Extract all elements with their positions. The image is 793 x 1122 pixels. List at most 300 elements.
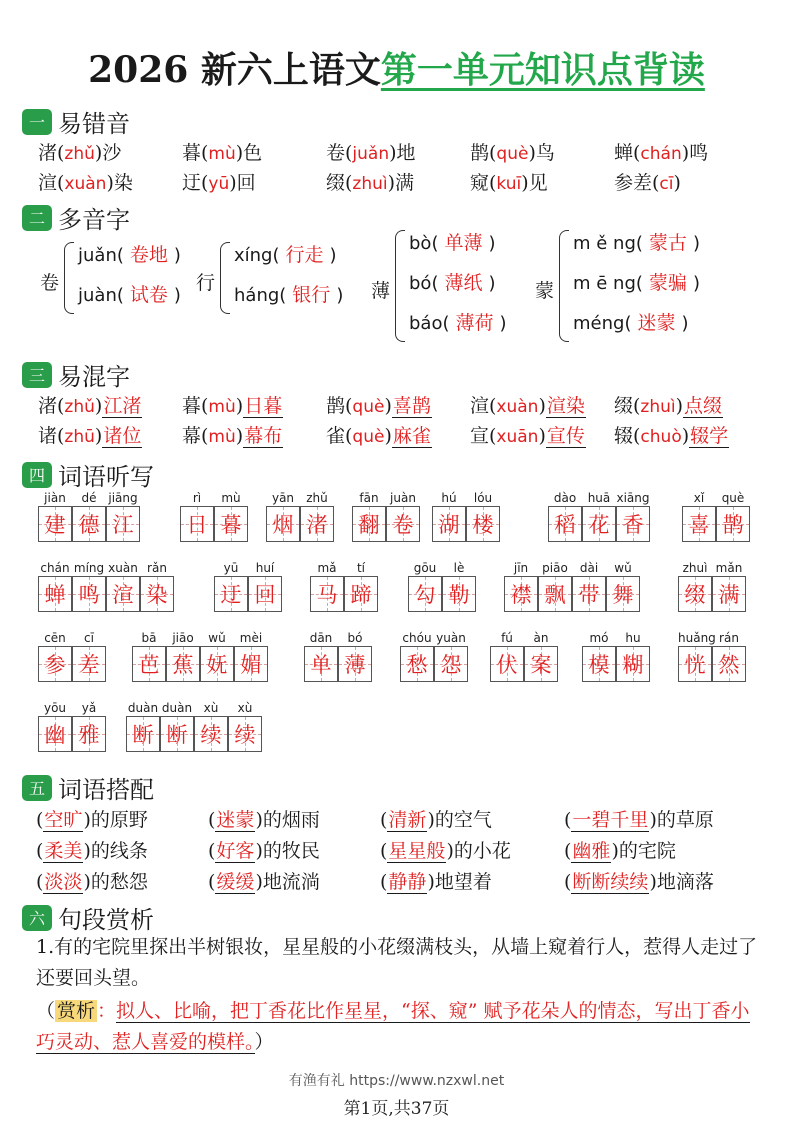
polyphone-brace [395, 230, 405, 342]
analysis-colon: ： [97, 1000, 117, 1022]
collocation-item [208, 867, 380, 894]
confuse-pinyin: què [352, 426, 385, 447]
dictation-cell [194, 700, 228, 752]
dictation-char: 妩 [206, 653, 228, 677]
polyphone-char: 薄 [371, 280, 391, 302]
confuse-item [38, 391, 182, 418]
dictation-box [504, 576, 538, 612]
polyphone-pinyin: méng( [573, 313, 632, 334]
dictation-box [678, 646, 712, 682]
dictation-cell [126, 700, 160, 752]
dictation-word [352, 490, 420, 542]
dictation-pinyin: cēn [44, 631, 66, 645]
collocation-word: 好客 [216, 840, 255, 862]
dictation-cell [228, 700, 262, 752]
dictation-char: 鸣 [78, 583, 100, 607]
dictation-cell [572, 560, 606, 612]
dictation-cell [214, 490, 248, 542]
paren-close: ) [255, 809, 263, 831]
dictation-box [72, 506, 106, 542]
dictation-cell [38, 700, 72, 752]
polyphone-word: 行走 [285, 244, 324, 266]
dictation-pinyin: duàn [127, 701, 159, 715]
paren-open: ( [208, 809, 216, 831]
dictation-word [126, 700, 262, 752]
dictation-char: 差 [78, 653, 100, 677]
dictation-box [310, 576, 344, 612]
pron-pinyin: kuī [496, 173, 522, 194]
section-header-4 [22, 457, 154, 492]
dictation-cell [442, 560, 476, 612]
dictation-char: 单 [310, 653, 332, 677]
footer-site: 有渔有礼 https://www.nzxwl.net [288, 1073, 505, 1089]
polyphone-pinyin: xíng( [234, 245, 280, 266]
dictation-box [606, 576, 640, 612]
dictation-box [582, 506, 616, 542]
collocation-list [36, 803, 764, 896]
dictation-pinyin: jiāo [172, 631, 194, 645]
dictation-box [228, 716, 262, 752]
dictation-char: 糊 [622, 653, 644, 677]
dictation-char: 薄 [344, 653, 366, 677]
paren-close: ) [255, 840, 263, 862]
confuse-char: 暮( [182, 394, 209, 417]
dictation-box [126, 716, 160, 752]
dictation-pinyin: lóu [473, 491, 493, 505]
dictation-char: 渲 [112, 583, 134, 607]
dictation-cell [716, 490, 750, 542]
section-title: 易错音 [58, 110, 130, 138]
paren-open: ( [36, 809, 44, 831]
polyphone-line [234, 240, 337, 267]
polyphone-paren: ) [692, 233, 700, 254]
dictation-box [38, 576, 72, 612]
dictation-cell [712, 560, 746, 612]
dictation-box [616, 646, 650, 682]
dictation-pinyin: dān [309, 631, 333, 645]
dictation-word [582, 630, 650, 682]
dictation-pinyin: lè [453, 561, 465, 575]
collocation-text: 的牧民 [262, 840, 320, 862]
dictation-word [38, 560, 174, 612]
dictation-cell [524, 630, 558, 682]
dictation-cell [338, 630, 372, 682]
dictation-pinyin: xù [237, 701, 253, 715]
polyphone-line [573, 268, 700, 295]
paren-close: ) [649, 809, 657, 831]
section-title: 词语听写 [58, 463, 154, 491]
polyphone-paren: ) [336, 285, 344, 306]
section-title: 易混字 [58, 363, 130, 391]
dictation-char: 楼 [472, 513, 494, 537]
dictation-char: 翻 [358, 513, 380, 537]
dictation-cell [408, 560, 442, 612]
confuse-word: 辍学 [690, 424, 729, 447]
polyphone-line [409, 268, 496, 295]
collocation-item [36, 836, 208, 863]
dictation-cell [678, 560, 712, 612]
dictation-box [38, 506, 72, 542]
collocation-text: 的烟雨 [262, 809, 320, 831]
dictation-char: 湖 [438, 513, 460, 537]
pron-char: 渲( [38, 171, 65, 194]
pron-char: 缀( [326, 171, 353, 194]
confuse-word: 点缀 [684, 394, 723, 417]
dictation-cell [72, 560, 106, 612]
confuse-pinyin: chuò [640, 426, 682, 447]
collocation-word: 淡淡 [44, 871, 83, 893]
dictation-char: 染 [146, 583, 168, 607]
dictation-pinyin: yōu [43, 701, 67, 715]
dictation-box [716, 506, 750, 542]
collocation-row [36, 803, 764, 834]
collocation-word: 迷蒙 [216, 809, 255, 831]
collocation-text: 的草原 [656, 809, 714, 831]
dictation-box [214, 576, 248, 612]
pron-pinyin: juǎn [352, 143, 390, 164]
dictation-box [304, 646, 338, 682]
dictation-char: 德 [78, 513, 100, 537]
dictation-box [200, 646, 234, 682]
dictation-box [572, 576, 606, 612]
dictation-box [548, 506, 582, 542]
polyphone-pinyin: m ē ng( [573, 273, 643, 294]
dictation-pinyin: què [721, 491, 745, 505]
dictation-pinyin: huǎng [678, 631, 716, 645]
section-header-1 [22, 104, 130, 139]
dictation-pinyin: hú [441, 491, 457, 505]
dictation-box [352, 506, 386, 542]
section-title: 多音字 [58, 206, 130, 234]
pron-char: )染 [106, 171, 133, 194]
dictation-word [38, 700, 106, 752]
polyphone-word: 薄纸 [444, 272, 483, 294]
polyphone-word: 卷地 [129, 244, 168, 266]
dictation-box [616, 506, 650, 542]
collocation-row [36, 834, 764, 865]
paren-open: ( [208, 871, 216, 893]
confuse-item [326, 391, 470, 418]
dictation-word [548, 490, 650, 542]
dictation-char: 断 [132, 723, 154, 747]
dictation-pinyin: xiāng [616, 491, 650, 505]
confuse-word: 喜鹊 [392, 394, 431, 417]
section-header-6 [22, 900, 154, 935]
section-header-3 [22, 357, 130, 392]
dictation-char: 卷 [392, 513, 414, 537]
confuse-item [614, 421, 758, 448]
polyphone-pinyin: bó( [409, 273, 439, 294]
section-title: 句段赏析 [58, 906, 154, 934]
dictation-word [310, 560, 378, 612]
paren-close: ) [427, 809, 435, 831]
pron-pinyin: mù [208, 143, 236, 164]
dictation-pinyin: rì [192, 491, 202, 505]
dictation-word [408, 560, 476, 612]
dictation-pinyin: huí [255, 561, 275, 575]
dictation-box [106, 506, 140, 542]
confuse-pinyin: mù [208, 426, 236, 447]
dictation-pinyin: wǔ [614, 561, 632, 575]
dictation-char: 建 [44, 513, 66, 537]
dictation-pinyin: huā [587, 491, 611, 505]
dictation-cell [606, 560, 640, 612]
polyphone-line [78, 280, 181, 307]
dictation-box [442, 576, 476, 612]
pron-char: )鸣 [681, 141, 709, 164]
confuse-char: ) [384, 394, 392, 417]
analysis-sentence: 1.有的宅院里探出半树银妆，星星般的小花缀满枝头，从墙上窥着行人，惹得人走过了还要回头望。 [36, 936, 758, 989]
section-number: 四 [22, 462, 52, 488]
dictation-pinyin: zhǔ [306, 491, 328, 505]
dictation-pinyin: jiāng [108, 491, 138, 505]
dictation-box [538, 576, 572, 612]
dictation-char: 香 [622, 513, 644, 537]
confuse-char: 雀( [326, 424, 353, 447]
dictation-cell [616, 630, 650, 682]
paren-close: ) [255, 871, 263, 893]
polyphone-pinyin: bò( [409, 233, 439, 254]
dictation-char: 马 [316, 583, 338, 607]
paren-open: ( [380, 840, 388, 862]
dictation-char: 满 [718, 583, 740, 607]
paren-close: ) [427, 871, 435, 893]
section-number: 五 [22, 775, 52, 801]
polyphone-word: 银行 [292, 284, 331, 306]
dictation-box [678, 576, 712, 612]
collocation-word: 一碧千里 [572, 809, 649, 831]
dictation-pinyin: piāo [542, 561, 568, 575]
pron-item [38, 138, 182, 165]
polyphone-pinyin: m ě ng( [573, 233, 643, 254]
dictation-box [132, 646, 166, 682]
confuse-char: ) [235, 424, 244, 447]
section-number: 二 [22, 205, 52, 231]
collocation-word: 幽雅 [572, 840, 611, 862]
pron-item [326, 138, 470, 165]
dictation-box [434, 646, 468, 682]
confuse-item [470, 421, 614, 448]
polyphone-line [78, 240, 181, 267]
paren-open: ( [564, 871, 572, 893]
confuse-char: 宣( [470, 424, 497, 447]
dictation-box [234, 646, 268, 682]
collocation-item [380, 867, 564, 894]
dictation-pinyin: zhuì [682, 561, 708, 575]
dictation-cell [304, 630, 338, 682]
dictation-cell [266, 490, 300, 542]
dictation-cell [38, 560, 72, 612]
dictation-box [180, 506, 214, 542]
dictation-cell [682, 490, 716, 542]
dictation-box [72, 716, 106, 752]
dictation-cell [132, 630, 166, 682]
dictation-char: 雅 [78, 723, 100, 747]
dictation-word [504, 560, 640, 612]
collocation-text: 的小花 [453, 840, 511, 862]
paren-open: ( [564, 840, 572, 862]
pron-item [614, 168, 758, 195]
confuse-char: ) [94, 424, 103, 447]
dictation-char: 参 [44, 653, 66, 677]
polyphone-char: 卷 [40, 272, 60, 294]
dictation-word [214, 560, 282, 612]
dictation-box [524, 646, 558, 682]
dictation-cell [38, 490, 72, 542]
dictation-pinyin: dé [81, 491, 97, 505]
dictation-pinyin: rǎn [147, 561, 167, 575]
pron-char: 蝉( [614, 141, 641, 164]
dictation-pinyin: hu [625, 631, 641, 645]
dictation-cell [344, 560, 378, 612]
dictation-box [214, 506, 248, 542]
dictation-box [72, 646, 106, 682]
dictation-pinyin: yū [223, 561, 239, 575]
pron-pinyin: cī [659, 173, 674, 194]
collocation-text: 地流淌 [262, 871, 320, 893]
dictation-char: 愁 [406, 653, 428, 677]
collocation-item [564, 805, 764, 832]
confuse-pinyin: què [352, 396, 385, 417]
dictation-cell [38, 630, 72, 682]
dictation-cell [434, 630, 468, 682]
dictation-cell [248, 560, 282, 612]
collocation-item [564, 867, 764, 894]
confuse-word: 诸位 [103, 424, 142, 447]
dictation-pinyin: xù [203, 701, 219, 715]
paren-open: ( [36, 871, 44, 893]
page-title [0, 42, 793, 93]
confuse-char: 鹊( [326, 394, 353, 417]
dictation-char: 暮 [220, 513, 242, 537]
confuse-char: ) [384, 424, 392, 447]
dictation-word [180, 490, 248, 542]
paren-close: ) [83, 809, 91, 831]
dictation-pinyin: yān [271, 491, 295, 505]
polyphone-paren: ) [329, 245, 337, 266]
dictation-cell [140, 560, 174, 612]
polyphone-word: 试卷 [129, 284, 168, 306]
dictation-word [304, 630, 372, 682]
dictation-char: 花 [588, 513, 610, 537]
title-part2: 第一单元知识点背读 [380, 49, 705, 91]
dictation-cell [200, 630, 234, 682]
dictation-pinyin: wǔ [208, 631, 226, 645]
dictation-box [72, 576, 106, 612]
dictation-pinyin: mó [589, 631, 609, 645]
dictation-pinyin: yǎ [81, 701, 97, 715]
collocation-word: 空旷 [44, 809, 83, 831]
dictation-pinyin: fān [359, 491, 379, 505]
dictation-char: 缀 [684, 583, 706, 607]
pron-row [38, 166, 758, 196]
dictation-char: 蝉 [44, 583, 66, 607]
dictation-box [682, 506, 716, 542]
pron-item [614, 138, 758, 165]
dictation-pinyin: xuàn [108, 561, 138, 575]
dictation-pinyin: mǎ [317, 561, 337, 575]
paren-close: ) [446, 840, 454, 862]
confuse-item [614, 391, 758, 418]
pron-char: 暮( [182, 141, 209, 164]
collocation-text: 地滴落 [656, 871, 714, 893]
dictation-word [38, 490, 140, 542]
section-header-2 [22, 200, 130, 235]
collocation-text: 的愁怨 [90, 871, 148, 893]
dictation-cell [72, 490, 106, 542]
dictation-box [140, 576, 174, 612]
dictation-char: 飘 [544, 583, 566, 607]
pron-char: )见 [521, 171, 548, 194]
confuse-item [326, 421, 470, 448]
dictation-box [712, 646, 746, 682]
pron-pinyin: yū [208, 173, 230, 194]
paren-close: ) [611, 840, 619, 862]
dictation-cell [616, 490, 650, 542]
dictation-box [166, 646, 200, 682]
dictation-char: 舞 [612, 583, 634, 607]
title-part1: 2026 新六上语文 [88, 49, 381, 91]
collocation-word: 星星般 [388, 840, 446, 862]
dictation-char: 喜 [688, 513, 710, 537]
confuse-item [38, 421, 182, 448]
pron-item [38, 168, 182, 195]
collocation-item [36, 867, 208, 894]
confuse-char: 渚( [38, 394, 65, 417]
dictation-char: 恍 [684, 653, 706, 677]
dictation-cell [352, 490, 386, 542]
collocation-text: 的原野 [90, 809, 148, 831]
dictation-char: 模 [588, 653, 610, 677]
polyphone-line [234, 280, 343, 307]
dictation-box [300, 506, 334, 542]
dictation-char: 迂 [220, 583, 242, 607]
dictation-cell [712, 630, 746, 682]
confuse-word: 日暮 [244, 394, 283, 417]
paren-close: ) [83, 840, 91, 862]
dictation-char: 断 [166, 723, 188, 747]
dictation-char: 然 [718, 653, 740, 677]
confuse-pinyin: xuàn [496, 396, 539, 417]
dictation-char: 鹊 [722, 513, 744, 537]
dictation-pinyin: mèi [239, 631, 263, 645]
dictation-pinyin: tí [356, 561, 366, 575]
confuse-char: ) [681, 424, 690, 447]
collocation-item [380, 805, 564, 832]
dictation-pinyin: mù [221, 491, 241, 505]
polyphone-brace [64, 242, 74, 314]
dictation-cell [234, 630, 268, 682]
dictation-char: 怨 [440, 653, 462, 677]
dictation-box [712, 576, 746, 612]
footer-page-number: 第1页,共37页 [343, 1099, 450, 1119]
pron-pinyin: zhǔ [64, 143, 95, 164]
pron-char: ) [673, 171, 681, 194]
dictation-char: 案 [530, 653, 552, 677]
dictation-word [266, 490, 334, 542]
dictation-char: 芭 [138, 653, 160, 677]
dictation-box [38, 646, 72, 682]
pron-row [38, 136, 758, 166]
polyphone-line [573, 228, 700, 255]
confuse-word: 麻雀 [392, 424, 431, 447]
dictation-pinyin: fú [501, 631, 513, 645]
dictation-cell [548, 490, 582, 542]
dictation-cell [72, 630, 106, 682]
section-header-5 [22, 770, 154, 805]
collocation-row [36, 865, 764, 896]
dictation-pinyin: duàn [161, 701, 193, 715]
